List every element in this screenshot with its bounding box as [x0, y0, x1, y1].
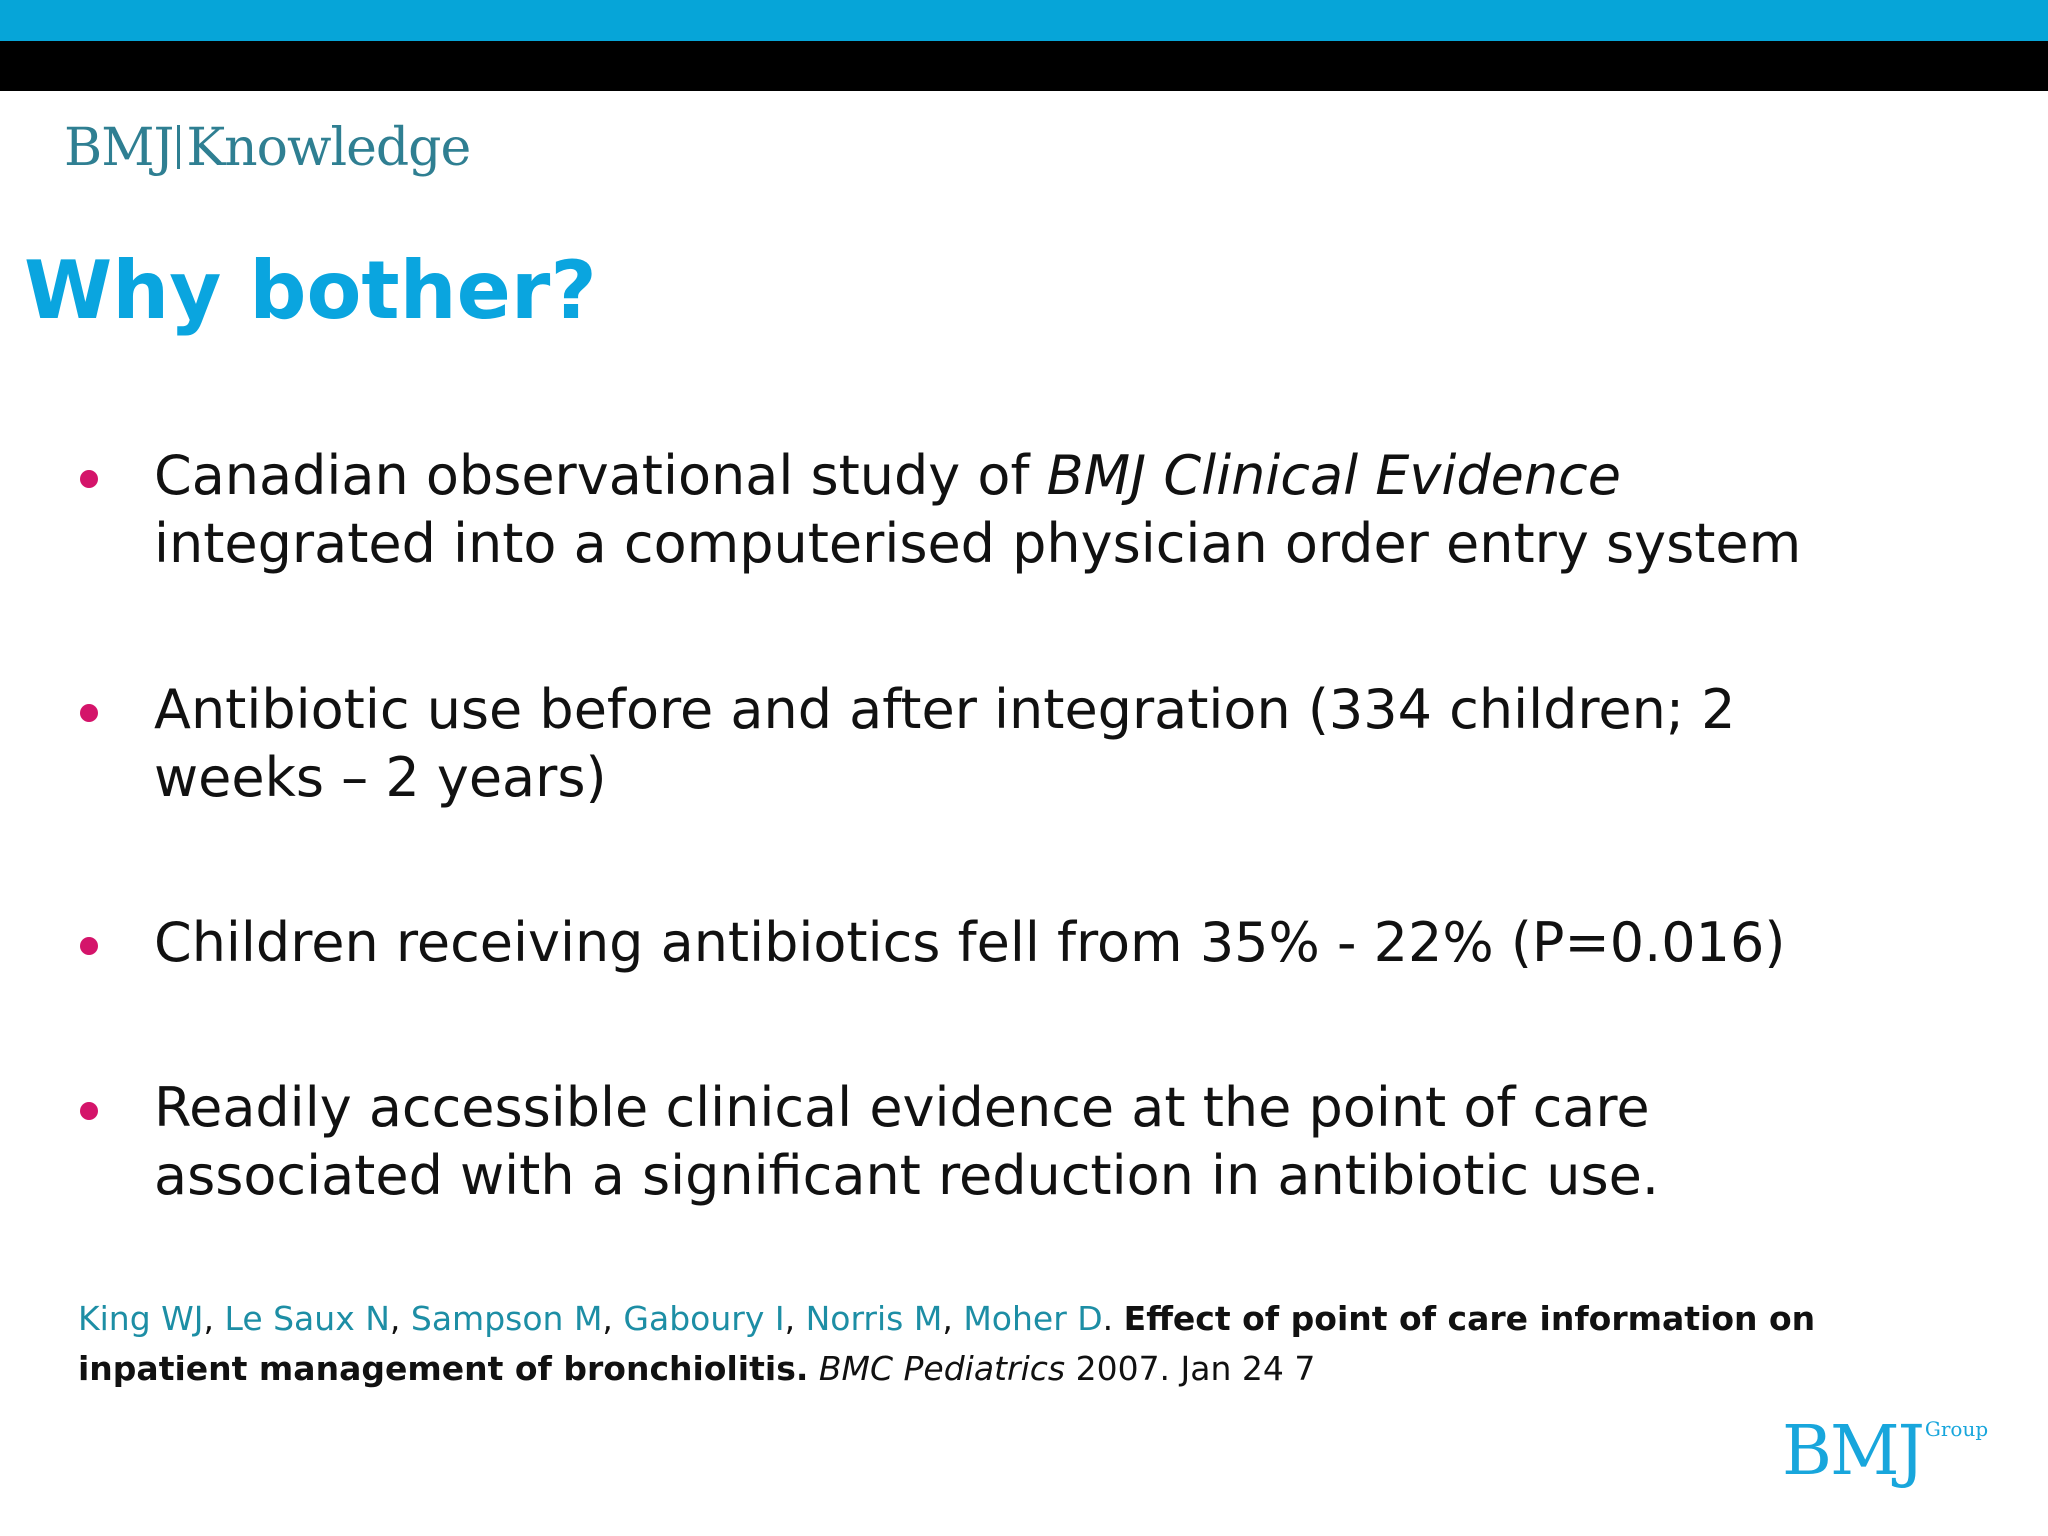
- bullet-dot-icon: [80, 704, 98, 722]
- bullet-item: [80, 1074, 1980, 1210]
- bmj-group-logo: BMJ Group: [1782, 1412, 1989, 1491]
- bullet-dot-icon: [80, 937, 98, 955]
- bullet-dot-icon: [80, 470, 98, 488]
- slide-title: Why bother?: [24, 244, 597, 337]
- author-link[interactable]: King WJ: [78, 1299, 204, 1338]
- citation-line-1: King WJ, Le Saux N, Sampson M, Gaboury I, Norris M, Moher D. Effect of point of care information on: [78, 1299, 1816, 1338]
- bullet-item: [80, 442, 1980, 578]
- citation-line-2: [78, 1344, 1815, 1394]
- author-link[interactable]: Gaboury I: [623, 1299, 785, 1338]
- bullet-item: [80, 909, 1980, 977]
- citation-reference: [78, 1294, 1815, 1394]
- bullet-line: Readily accessible clinical evidence at the point of care: [154, 1076, 1650, 1139]
- citation-title: Effect of point of care information on: [1123, 1299, 1816, 1338]
- bmj-knowledge-logo: BMJ Knowledge: [64, 118, 471, 178]
- author-link[interactable]: Le Saux N: [224, 1299, 390, 1338]
- citation-journal: BMC Pediatrics: [818, 1349, 1066, 1388]
- author-link[interactable]: Sampson M: [410, 1299, 603, 1338]
- citation-details: 2007. Jan 24 7: [1075, 1349, 1316, 1388]
- bullet-line: weeks – 2 years): [154, 746, 607, 809]
- bullet-line: Children receiving antibiotics fell from 35% - 22% (P=0.016): [154, 911, 1786, 974]
- bullet-dot-icon: [80, 1102, 98, 1120]
- header-black-band: [0, 41, 2048, 91]
- citation-title-cont: inpatient management of bronchiolitis.: [78, 1349, 809, 1388]
- bullet-line: associated with a significant reduction in antibiotic use.: [154, 1144, 1660, 1207]
- bullet-line: Antibiotic use before and after integration (334 children; 2: [154, 678, 1736, 741]
- bullet-line: Canadian observational study of BMJ Clinical Evidence: [154, 444, 1621, 507]
- bullet-item: [80, 676, 1980, 812]
- top-accent-band: [0, 0, 2048, 41]
- bullet-line: integrated into a computerised physician order entry system: [154, 512, 1802, 575]
- author-link[interactable]: Norris M: [805, 1299, 943, 1338]
- author-link[interactable]: Moher D: [963, 1299, 1103, 1338]
